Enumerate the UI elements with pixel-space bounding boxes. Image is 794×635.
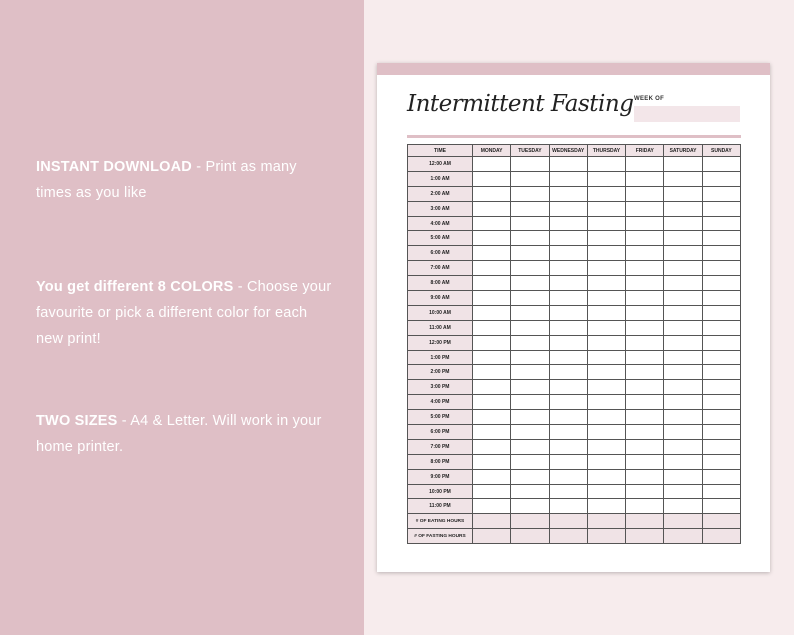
- grid-cell: [587, 291, 625, 306]
- time-row: [408, 410, 741, 425]
- grid-cell: [702, 439, 740, 454]
- grid-cell: [549, 499, 587, 514]
- summary-cell: [664, 529, 702, 544]
- grid-cell: [587, 231, 625, 246]
- grid-cell: [549, 454, 587, 469]
- grid-cell: [511, 335, 549, 350]
- grid-cell: [511, 365, 549, 380]
- grid-cell: [626, 350, 664, 365]
- grid-cell: [664, 425, 702, 440]
- grid-cell: [702, 410, 740, 425]
- grid-cell: [626, 320, 664, 335]
- grid-cell: [511, 410, 549, 425]
- week-of-field: [634, 106, 740, 122]
- time-row: [408, 291, 741, 306]
- grid-cell: [664, 380, 702, 395]
- grid-cell: [511, 305, 549, 320]
- grid-cell: [511, 216, 549, 231]
- grid-cell: [626, 216, 664, 231]
- grid-cell: [626, 171, 664, 186]
- grid-cell: [473, 410, 511, 425]
- grid-cell: [664, 171, 702, 186]
- grid-cell: [587, 454, 625, 469]
- grid-cell: [702, 186, 740, 201]
- grid-cell: [702, 320, 740, 335]
- grid-cell: [587, 410, 625, 425]
- time-row: [408, 305, 741, 320]
- summary-cell: [702, 514, 740, 529]
- grid-cell: [626, 365, 664, 380]
- time-label: 1:00 PM: [408, 350, 473, 365]
- grid-cell: [626, 186, 664, 201]
- grid-body: [408, 157, 741, 544]
- summary-cell: [587, 529, 625, 544]
- time-label: 7:00 AM: [408, 261, 473, 276]
- time-label: 12:00 AM: [408, 157, 473, 172]
- grid-cell: [511, 469, 549, 484]
- grid-cell: [473, 291, 511, 306]
- grid-cell: [626, 410, 664, 425]
- time-label: 1:00 AM: [408, 171, 473, 186]
- grid-cell: [626, 246, 664, 261]
- grid-cell: [549, 231, 587, 246]
- grid-cell: [626, 380, 664, 395]
- grid-cell: [587, 469, 625, 484]
- grid-cell: [587, 439, 625, 454]
- grid-cell: [702, 350, 740, 365]
- grid-cell: [473, 231, 511, 246]
- grid-cell: [626, 305, 664, 320]
- grid-cell: [473, 469, 511, 484]
- summary-row: [408, 514, 741, 529]
- time-label: 8:00 AM: [408, 276, 473, 291]
- time-label: 8:00 PM: [408, 454, 473, 469]
- grid-cell: [626, 469, 664, 484]
- grid-cell: [587, 201, 625, 216]
- day-header-friday: FRIDAY: [626, 145, 664, 157]
- time-row: [408, 201, 741, 216]
- grid-cell: [511, 201, 549, 216]
- grid-header-row: [408, 145, 741, 157]
- grid-cell: [511, 171, 549, 186]
- week-of-label: WEEK OF: [634, 96, 665, 102]
- time-label: 10:00 PM: [408, 484, 473, 499]
- grid-cell: [626, 201, 664, 216]
- grid-cell: [473, 350, 511, 365]
- time-label: 11:00 PM: [408, 499, 473, 514]
- grid-cell: [664, 350, 702, 365]
- time-label: 2:00 PM: [408, 365, 473, 380]
- grid-cell: [473, 201, 511, 216]
- grid-cell: [511, 291, 549, 306]
- grid-cell: [664, 469, 702, 484]
- grid-cell: [664, 454, 702, 469]
- grid-cell: [473, 216, 511, 231]
- grid-cell: [549, 484, 587, 499]
- sheet-top-bar: [377, 63, 770, 75]
- grid-cell: [587, 335, 625, 350]
- time-label: 9:00 AM: [408, 291, 473, 306]
- summary-cell: [473, 529, 511, 544]
- planner-sheet: [377, 63, 770, 572]
- grid-cell: [664, 365, 702, 380]
- time-label: 7:00 PM: [408, 439, 473, 454]
- summary-cell: [511, 529, 549, 544]
- grid-cell: [511, 276, 549, 291]
- grid-cell: [511, 395, 549, 410]
- grid-cell: [664, 246, 702, 261]
- grid-cell: [664, 410, 702, 425]
- grid-cell: [702, 216, 740, 231]
- summary-cell: [511, 514, 549, 529]
- time-row: [408, 425, 741, 440]
- summary-label: # OF EATING HOURS: [408, 514, 473, 529]
- grid-cell: [587, 484, 625, 499]
- time-label: 11:00 AM: [408, 320, 473, 335]
- grid-cell: [473, 186, 511, 201]
- fasting-grid: [407, 144, 741, 544]
- summary-cell: [549, 514, 587, 529]
- grid-cell: [664, 261, 702, 276]
- grid-cell: [626, 439, 664, 454]
- grid-cell: [473, 276, 511, 291]
- grid-cell: [587, 305, 625, 320]
- time-row: [408, 454, 741, 469]
- grid-cell: [626, 484, 664, 499]
- time-label: 2:00 AM: [408, 186, 473, 201]
- grid-cell: [664, 395, 702, 410]
- grid-cell: [664, 291, 702, 306]
- grid-cell: [626, 291, 664, 306]
- time-row: [408, 246, 741, 261]
- grid-cell: [549, 365, 587, 380]
- grid-cell: [702, 157, 740, 172]
- grid-cell: [664, 216, 702, 231]
- summary-cell: [587, 514, 625, 529]
- planner-title: Intermittent Fasting: [407, 91, 634, 117]
- grid-cell: [549, 246, 587, 261]
- grid-cell: [702, 365, 740, 380]
- grid-cell: [549, 350, 587, 365]
- grid-cell: [473, 246, 511, 261]
- summary-row: [408, 529, 741, 544]
- time-row: [408, 216, 741, 231]
- summary-cell: [702, 529, 740, 544]
- time-label: 5:00 AM: [408, 231, 473, 246]
- grid-cell: [587, 350, 625, 365]
- day-header-sunday: SUNDAY: [702, 145, 740, 157]
- summary-cell: [549, 529, 587, 544]
- grid-cell: [702, 231, 740, 246]
- summary-cell: [626, 514, 664, 529]
- grid-cell: [511, 186, 549, 201]
- grid-cell: [664, 157, 702, 172]
- grid-cell: [626, 499, 664, 514]
- time-header: TIME: [408, 145, 473, 157]
- grid-cell: [549, 469, 587, 484]
- grid-cell: [702, 305, 740, 320]
- grid-cell: [702, 201, 740, 216]
- grid-cell: [587, 186, 625, 201]
- grid-cell: [473, 261, 511, 276]
- time-label: 3:00 PM: [408, 380, 473, 395]
- grid-cell: [702, 291, 740, 306]
- time-row: [408, 261, 741, 276]
- grid-cell: [511, 231, 549, 246]
- time-row: [408, 380, 741, 395]
- grid-cell: [626, 231, 664, 246]
- grid-cell: [626, 335, 664, 350]
- grid-cell: [664, 276, 702, 291]
- grid-cell: [626, 276, 664, 291]
- grid-cell: [473, 320, 511, 335]
- grid-cell: [587, 261, 625, 276]
- grid-cell: [702, 454, 740, 469]
- grid-cell: [549, 410, 587, 425]
- day-header-tuesday: TUESDAY: [511, 145, 549, 157]
- grid-cell: [664, 484, 702, 499]
- time-row: [408, 186, 741, 201]
- grid-cell: [664, 439, 702, 454]
- time-label: 3:00 AM: [408, 201, 473, 216]
- time-row: [408, 320, 741, 335]
- grid-cell: [626, 395, 664, 410]
- grid-cell: [511, 499, 549, 514]
- grid-cell: [587, 276, 625, 291]
- grid-cell: [549, 395, 587, 410]
- time-row: [408, 171, 741, 186]
- time-row: [408, 469, 741, 484]
- grid-cell: [702, 499, 740, 514]
- summary-label: # OF FASTING HOURS: [408, 529, 473, 544]
- grid-cell: [473, 171, 511, 186]
- day-header-thursday: THURSDAY: [587, 145, 625, 157]
- summary-cell: [473, 514, 511, 529]
- grid-cell: [587, 216, 625, 231]
- feature-text: - Print as many times as you like: [36, 159, 297, 201]
- grid-cell: [626, 261, 664, 276]
- grid-cell: [664, 201, 702, 216]
- feature-title: INSTANT DOWNLOAD: [36, 159, 192, 175]
- grid-cell: [664, 231, 702, 246]
- grid-cell: [549, 380, 587, 395]
- time-row: [408, 439, 741, 454]
- time-row: [408, 499, 741, 514]
- grid-cell: [702, 276, 740, 291]
- time-row: [408, 231, 741, 246]
- time-label: 4:00 AM: [408, 216, 473, 231]
- grid-cell: [549, 305, 587, 320]
- time-label: 6:00 AM: [408, 246, 473, 261]
- time-label: 9:00 PM: [408, 469, 473, 484]
- grid-cell: [626, 454, 664, 469]
- grid-cell: [511, 320, 549, 335]
- day-header-monday: MONDAY: [473, 145, 511, 157]
- grid-cell: [511, 157, 549, 172]
- grid-cell: [549, 291, 587, 306]
- grid-cell: [473, 335, 511, 350]
- grid-cell: [549, 335, 587, 350]
- grid-cell: [473, 439, 511, 454]
- grid-cell: [626, 157, 664, 172]
- grid-cell: [702, 380, 740, 395]
- grid-cell: [702, 395, 740, 410]
- feature-colors: [36, 274, 336, 352]
- grid-cell: [702, 246, 740, 261]
- grid-cell: [549, 157, 587, 172]
- time-row: [408, 276, 741, 291]
- grid-cell: [473, 395, 511, 410]
- feature-title: TWO SIZES: [36, 413, 118, 429]
- grid-cell: [549, 439, 587, 454]
- time-row: [408, 484, 741, 499]
- grid-cell: [473, 454, 511, 469]
- day-header-wednesday: WEDNESDAY: [549, 145, 587, 157]
- grid-cell: [587, 171, 625, 186]
- left-panel: [0, 0, 364, 635]
- grid-cell: [587, 425, 625, 440]
- grid-cell: [511, 439, 549, 454]
- grid-cell: [511, 246, 549, 261]
- time-label: 5:00 PM: [408, 410, 473, 425]
- grid-cell: [549, 171, 587, 186]
- grid-cell: [664, 186, 702, 201]
- summary-cell: [626, 529, 664, 544]
- time-row: [408, 395, 741, 410]
- grid-cell: [511, 380, 549, 395]
- grid-cell: [702, 484, 740, 499]
- grid-cell: [549, 261, 587, 276]
- grid-cell: [511, 454, 549, 469]
- grid-cell: [473, 484, 511, 499]
- grid-cell: [664, 320, 702, 335]
- grid-cell: [549, 216, 587, 231]
- grid-cell: [587, 499, 625, 514]
- time-row: [408, 365, 741, 380]
- grid-cell: [702, 261, 740, 276]
- grid-cell: [664, 499, 702, 514]
- title-divider: [407, 135, 741, 138]
- grid-cell: [511, 261, 549, 276]
- grid-cell: [626, 425, 664, 440]
- feature-instant-download: [36, 154, 336, 206]
- grid-cell: [587, 246, 625, 261]
- summary-cell: [664, 514, 702, 529]
- time-label: 4:00 PM: [408, 395, 473, 410]
- time-row: [408, 335, 741, 350]
- grid-cell: [549, 201, 587, 216]
- grid-cell: [587, 157, 625, 172]
- grid-cell: [587, 365, 625, 380]
- grid-cell: [702, 425, 740, 440]
- feature-text: - A4 & Letter. Will work in your home printer.: [36, 413, 322, 455]
- grid-cell: [473, 425, 511, 440]
- day-header-saturday: SATURDAY: [664, 145, 702, 157]
- grid-cell: [549, 186, 587, 201]
- grid-cell: [511, 350, 549, 365]
- grid-cell: [473, 305, 511, 320]
- grid-cell: [511, 425, 549, 440]
- feature-sizes: [36, 408, 336, 460]
- grid-cell: [549, 276, 587, 291]
- time-label: 6:00 PM: [408, 425, 473, 440]
- time-label: 10:00 AM: [408, 305, 473, 320]
- grid-cell: [511, 484, 549, 499]
- grid-cell: [702, 469, 740, 484]
- grid-cell: [549, 320, 587, 335]
- grid-cell: [702, 335, 740, 350]
- grid-cell: [549, 425, 587, 440]
- grid-cell: [473, 499, 511, 514]
- grid-cell: [473, 157, 511, 172]
- feature-title: You get different 8 COLORS: [36, 279, 234, 295]
- feature-text: - Choose your favourite or pick a different color for each new print!: [36, 279, 332, 347]
- grid-cell: [702, 171, 740, 186]
- time-row: [408, 157, 741, 172]
- time-row: [408, 350, 741, 365]
- grid-cell: [587, 320, 625, 335]
- time-label: 12:00 PM: [408, 335, 473, 350]
- grid-cell: [664, 305, 702, 320]
- grid-cell: [587, 395, 625, 410]
- grid-cell: [664, 335, 702, 350]
- grid-cell: [473, 365, 511, 380]
- grid-cell: [587, 380, 625, 395]
- grid-cell: [473, 380, 511, 395]
